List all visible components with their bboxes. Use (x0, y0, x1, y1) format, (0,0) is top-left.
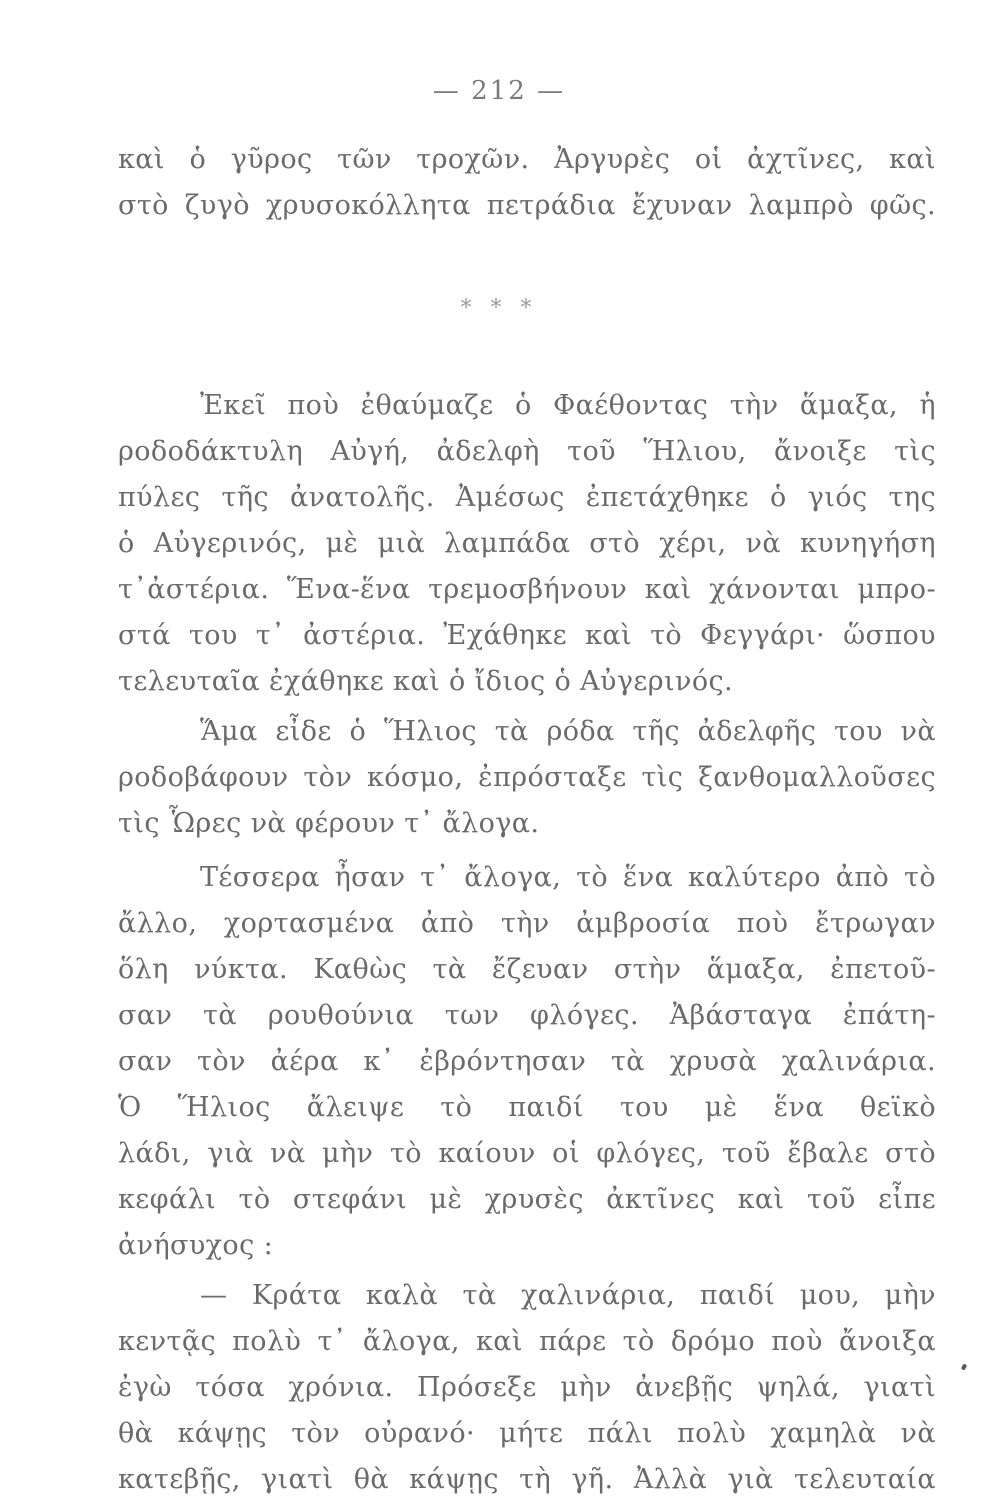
text-line: ἀνήσυχος : (118, 1230, 274, 1261)
text-line: ἐγὼ τόσα χρόνια. Πρόσεξε μὴν ἀνεβῇς ψηλά, γιατὶ (118, 1372, 936, 1403)
text-line: τελευταῖα ἐχάθηκε καὶ ὁ ἴδιος ὁ Αὐγερινός. (118, 666, 733, 697)
text-line: πύλες τῆς ἀνατολῆς. Ἀμέσως ἐπετάχθηκε ὁ γιός της (118, 482, 936, 513)
text-line: — Κράτα καλὰ τὰ χαλινάρια, παιδί μου, μὴν (200, 1280, 936, 1311)
text-line: τὶς Ὧρες νὰ φέρουν τ᾽ ἄλογα. (118, 808, 540, 839)
text-line: σαν τὸν ἀέρα κ᾽ ἐβρόντησαν τὰ χρυσὰ χαλινάρια. (118, 1046, 936, 1077)
text-line: ἄλλο, χορτασμένα ἀπὸ τὴν ἀμβροσία ποὺ ἔτρωγαν (118, 908, 936, 939)
ink-speck (961, 1363, 967, 1370)
section-asterism: * * * (460, 296, 538, 321)
text-line: κεφάλι τὸ στεφάνι μὲ χρυσὲς ἀκτῖνες καὶ τοῦ εἶπε (118, 1184, 936, 1215)
text-line: λάδι, γιὰ νὰ μὴν τὸ καίουν οἱ φλόγες, τοῦ ἔβαλε στὸ (118, 1138, 936, 1169)
text-line: ὁ Αὐγερινός, μὲ μιὰ λαμπάδα στὸ χέρι, νὰ κυνηγήση (118, 528, 936, 559)
text-line: ροδοδάκτυλη Αὐγή, ἀδελφὴ τοῦ Ἥλιου, ἄνοιξε τὶς (118, 436, 936, 467)
text-line: Τέσσερα ἦσαν τ᾽ ἄλογα, τὸ ἕνα καλύτερο ἀπὸ τὸ (200, 862, 936, 893)
text-line: Ἅμα εἶδε ὁ Ἥλιος τὰ ρόδα τῆς ἀδελφῆς του νὰ (200, 716, 936, 747)
text-line: στά του τ᾽ ἀστέρια. Ἐχάθηκε καὶ τὸ Φεγγάρι· ὥσπου (118, 620, 936, 651)
text-line: Ὁ Ἥλιος ἄλειψε τὸ παιδί του μὲ ἕνα θεϊκὸ (118, 1092, 936, 1123)
book-page: — 212 — καὶ ὁ γῦρος τῶν τροχῶν. Ἀργυρὲς οἱ ἀχτῖνες, καὶ στὸ ζυγὸ χρυσοκόλλητα πετράδια ἔχυναν λαμπρὸ φῶς. * * * Ἐκεῖ ποὺ ἐθαύμαζε ὁ Φαέθοντας τὴν ἅμαξα, ἡ ροδοδάκτυλη Αὐγή, ἀδελφὴ τοῦ Ἥλιου, ἄνοιξε τὶς πύλες τῆς ἀνατολῆς. Ἀμέσως ἐπετάχθηκε ὁ γιός της ὁ Αὐγερινός, μὲ μιὰ λαμπάδα στὸ χέρι, νὰ κυνηγήση τ᾽ἀστέρια. Ἕνα-ἕνα τρεμοσβήνουν καὶ χάνονται μπρο- στά του τ᾽ ἀστέρια. Ἐχάθηκε καὶ τὸ Φεγγάρι· ὥσπου τελευταῖα ἐχάθηκε καὶ ὁ ἴδιος ὁ Αὐγερινός. Ἅμα εἶδε ὁ Ἥλιος τὰ ρόδα τῆς ἀδελφῆς του νὰ ροδοβάφουν τὸν κόσμο, ἐπρόσταξε τὶς ξανθομαλλοῦσες τὶς Ὧρες νὰ φέρουν τ᾽ ἄλογα. Τέσσερα ἦσαν τ᾽ ἄλογα, τὸ ἕνα καλύτερο ἀπὸ τὸ ἄλλο, χορτασμένα ἀπὸ τὴν ἀμβροσία ποὺ ἔτρωγαν ὅλη νύκτα. Καθὼς τὰ ἔζευαν στὴν ἅμαξα, ἐπετοῦ- σαν τὰ ρουθούνια των φλόγες. Ἀβάσταγα ἐπάτη- σαν τὸν ἀέρα κ᾽ ἐβρόντησαν τὰ χρυσὰ χαλινάρια. Ὁ Ἥλιος ἄλειψε τὸ παιδί του μὲ ἕνα θεϊκὸ λάδι, γιὰ νὰ μὴν τὸ καίουν οἱ φλόγες, τοῦ ἔβαλε στὸ κεφάλι τὸ στεφάνι μὲ χρυσὲς ἀκτῖνες καὶ τοῦ εἶπε ἀνήσυχος : — Κράτα καλὰ τὰ χαλινάρια, παιδί μου, μὴν κεντᾷς πολὺ τ᾽ ἄλογα, καὶ πάρε τὸ δρόμο ποὺ ἄνοιξα ἐγὼ τόσα χρόνια. Πρόσεξε μὴν ἀνεβῇς ψηλά, γιατὶ θὰ κάψῃς τὸν οὐρανό· μήτε πάλι πολὺ χαμηλὰ νὰ κατεβῇς, γιατὶ θὰ κάψῃς τὴ γῆ. Ἀλλὰ γιὰ τελευταία (0, 0, 998, 1500)
text-line: Ἐκεῖ ποὺ ἐθαύμαζε ὁ Φαέθοντας τὴν ἅμαξα, ἡ (200, 390, 936, 421)
text-line: τ᾽ἀστέρια. Ἕνα-ἕνα τρεμοσβήνουν καὶ χάνονται μπρο- (118, 574, 936, 605)
text-line: κεντᾷς πολὺ τ᾽ ἄλογα, καὶ πάρε τὸ δρόμο ποὺ ἄνοιξα (118, 1326, 936, 1357)
page-number: — 212 — (432, 76, 566, 106)
text-line: στὸ ζυγὸ χρυσοκόλλητα πετράδια ἔχυναν λαμπρὸ φῶς. (118, 190, 936, 221)
text-line: σαν τὰ ρουθούνια των φλόγες. Ἀβάσταγα ἐπάτη- (118, 1000, 936, 1031)
text-line: καὶ ὁ γῦρος τῶν τροχῶν. Ἀργυρὲς οἱ ἀχτῖνες, καὶ (118, 144, 936, 175)
text-line: κατεβῇς, γιατὶ θὰ κάψῃς τὴ γῆ. Ἀλλὰ γιὰ τελευταία (118, 1464, 936, 1495)
text-line: ροδοβάφουν τὸν κόσμο, ἐπρόσταξε τὶς ξανθομαλλοῦσες (118, 762, 936, 793)
text-line: ὅλη νύκτα. Καθὼς τὰ ἔζευαν στὴν ἅμαξα, ἐπετοῦ- (118, 954, 936, 985)
